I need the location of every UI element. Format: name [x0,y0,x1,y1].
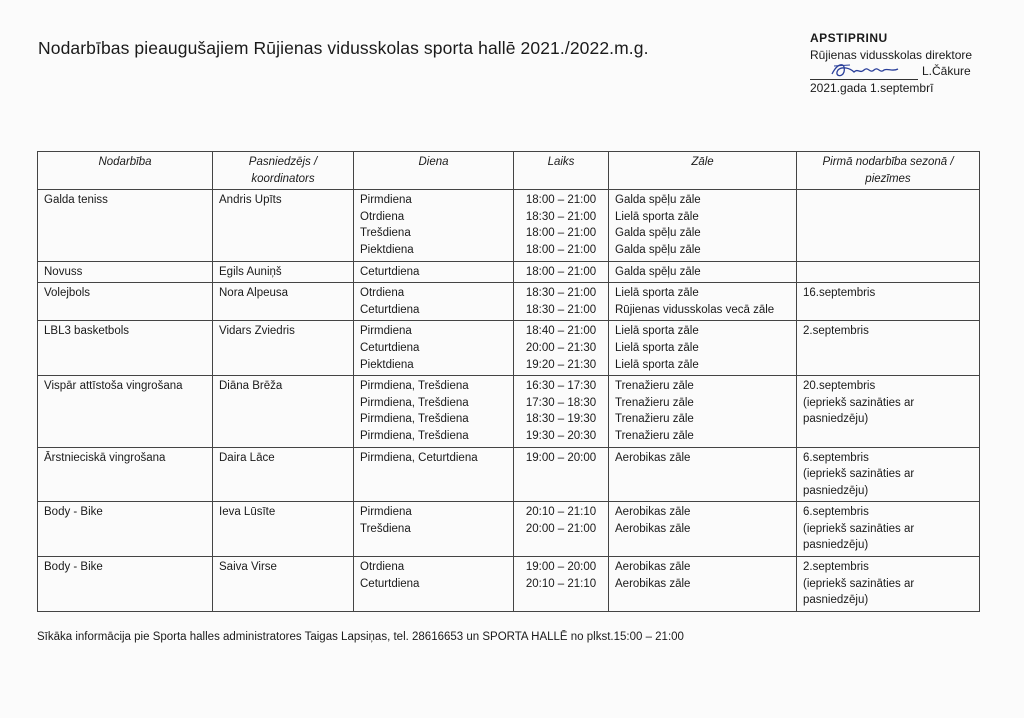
cell-hall [609,283,797,321]
cell-day-line: Ceturtdiena [360,265,420,278]
cell-hall-line: Trenažieru zāle [615,396,694,409]
cell-hall-line: Galda spēļu zāle [615,227,701,240]
cell-notes-line: 2.septembris [803,325,869,338]
cell-time [514,261,609,283]
cell-time-line: 18:40 – 21:00 [525,325,597,338]
cell-instructor: Vidars Zviedris [213,321,354,376]
cell-time-line: 19:20 – 21:30 [525,358,597,371]
cell-instructor: Nora Alpeusa [213,283,354,321]
cell-hall [609,447,797,502]
cell-day-line: Pirmdiena, Trešdiena [360,413,469,426]
cell-notes [797,502,980,557]
cell-hall-line: Trenažieru zāle [615,380,694,393]
cell-day [354,283,514,321]
cell-hall-line: Aerobikas zāle [615,506,691,519]
cell-hall-line: Trenažieru zāle [615,413,694,426]
cell-notes-line: pasniedzēju) [803,413,869,426]
cell-instructor: Saiva Virse [213,557,354,612]
table-row [38,190,980,261]
cell-time-line: 18:00 – 21:00 [525,243,597,256]
cell-notes-line: (iepriekš sazināties ar [803,522,915,535]
cell-hall-line: Trenažieru zāle [615,429,694,442]
cell-day [354,321,514,376]
cell-day-line: Pirmdiena, Trešdiena [360,429,469,442]
cell-time-line: 20:10 – 21:10 [525,577,597,590]
cell-notes-line: 2.septembris [803,561,869,574]
cell-time-line: 17:30 – 18:30 [525,396,597,409]
cell-notes-line: pasniedzēju) [803,594,869,607]
table-row [38,557,980,612]
cell-notes-line: (iepriekš sazināties ar [803,468,915,481]
cell-hall [609,557,797,612]
cell-day-line: Pirmdiena, Trešdiena [360,396,469,409]
cell-activity: Novuss [38,261,213,283]
cell-instructor: Ieva Lūsīte [213,502,354,557]
cell-time [514,376,609,447]
header-time: Laiks [514,152,609,190]
cell-notes-line: 16.septembris [803,287,876,300]
cell-hall-line: Aerobikas zāle [615,451,691,464]
cell-hall-line: Galda spēļu zāle [615,243,701,256]
cell-hall-line: Lielā sporta zāle [615,325,699,338]
cell-activity: Body - Bike [38,502,213,557]
cell-notes-line: 6.septembris [803,451,869,464]
cell-hall [609,321,797,376]
cell-notes [797,376,980,447]
table-row [38,321,980,376]
approval-name: L.Čākure [922,64,971,78]
cell-day-line: Ceturtdiena [360,341,420,354]
header-first-session: Pirmā nodarbība sezonā / piezīmes [797,152,980,190]
cell-hall-line: Galda spēļu zāle [615,265,701,278]
table-row [38,376,980,447]
cell-time-line: 18:00 – 21:00 [525,227,597,240]
cell-notes [797,283,980,321]
cell-time-line: 18:30 – 21:00 [525,287,597,300]
signature [810,64,918,80]
table-row [38,261,980,283]
cell-notes [797,447,980,502]
cell-day-line: Pirmdiena, Ceturtdiena [360,451,478,464]
cell-activity: Ārstnieciskā vingrošana [38,447,213,502]
cell-hall [609,261,797,283]
cell-time [514,447,609,502]
cell-hall-line: Aerobikas zāle [615,561,691,574]
approval-position: Rūjienas vidusskolas direktore [810,47,973,62]
cell-day-line: Pirmdiena [360,325,412,338]
cell-activity: LBL3 basketbols [38,321,213,376]
table-header-row [38,152,980,190]
cell-notes-line: 6.septembris [803,506,869,519]
page-title: Nodarbības pieaugušajiem Rūjienas vidusskolas sporta hallē 2021./2022.m.g. [38,38,649,58]
cell-time-line: 18:00 – 21:00 [525,194,597,207]
cell-time-line: 18:00 – 21:00 [525,265,597,278]
cell-day [354,261,514,283]
cell-hall [609,502,797,557]
cell-time [514,502,609,557]
cell-day-line: Trešdiena [360,522,411,535]
cell-day [354,502,514,557]
header-activity: Nodarbība [38,152,213,190]
cell-instructor: Daira Lāce [213,447,354,502]
cell-time-line: 19:00 – 20:00 [525,561,597,574]
cell-time-line: 19:00 – 20:00 [525,451,597,464]
cell-day-line: Pirmdiena, Trešdiena [360,380,469,393]
cell-hall-line: Aerobikas zāle [615,522,691,535]
approval-heading: APSTIPRINU [810,31,888,45]
approval-date: 2021.gada 1.septembrī [810,80,934,95]
cell-day [354,557,514,612]
cell-day-line: Otrdiena [360,210,405,223]
cell-hall-line: Aerobikas zāle [615,577,691,590]
cell-hall-line: Rūjienas vidusskolas vecā zāle [615,303,775,316]
cell-day-line: Piektdiena [360,243,414,256]
cell-day-line: Piektdiena [360,358,414,371]
cell-hall [609,376,797,447]
cell-hall-line: Lielā sporta zāle [615,341,699,354]
header-day: Diena [354,152,514,190]
cell-day-line: Trešdiena [360,227,411,240]
cell-time-line: 20:10 – 21:10 [525,506,597,519]
cell-notes [797,321,980,376]
cell-instructor: Andris Upīts [213,190,354,261]
cell-instructor: Diāna Brēža [213,376,354,447]
cell-time [514,321,609,376]
table-row [38,283,980,321]
header-hall: Zāle [609,152,797,190]
cell-time-line: 16:30 – 17:30 [525,380,597,393]
cell-notes-line: pasniedzēju) [803,539,869,552]
cell-activity: Volejbols [38,283,213,321]
cell-hall-line: Galda spēļu zāle [615,194,701,207]
cell-notes [797,261,980,283]
schedule-table [37,151,980,612]
cell-day-line: Pirmdiena [360,506,412,519]
table-row [38,502,980,557]
cell-day-line: Otrdiena [360,561,405,574]
cell-day-line: Ceturtdiena [360,577,420,590]
cell-hall-line: Lielā sporta zāle [615,358,699,371]
header-instructor: Pasniedzējs / koordinators [213,152,354,190]
cell-day [354,447,514,502]
cell-time-line: 18:30 – 19:30 [525,413,597,426]
cell-notes-line: 20.septembris [803,380,876,393]
signature-line [810,63,972,80]
cell-time [514,283,609,321]
table-row [38,447,980,502]
cell-notes [797,557,980,612]
cell-activity: Vispār attīstoša vingrošana [38,376,213,447]
cell-notes-line: pasniedzēju) [803,484,869,497]
cell-hall-line: Lielā sporta zāle [615,287,699,300]
cell-notes [797,190,980,261]
cell-hall [609,190,797,261]
cell-time-line: 19:30 – 20:30 [525,429,597,442]
footer-note: Sīkāka informācija pie Sporta halles administratores Taigas Lapsiņas, tel. 28616653 un SPORTA HALLĒ no plkst.15:00 – 21:00 [37,631,684,643]
cell-activity: Galda teniss [38,190,213,261]
cell-time [514,557,609,612]
cell-time-line: 18:30 – 21:00 [525,210,597,223]
cell-activity: Body - Bike [38,557,213,612]
cell-day [354,376,514,447]
cell-day [354,190,514,261]
cell-day-line: Pirmdiena [360,194,412,207]
cell-time-line: 20:00 – 21:00 [525,522,597,535]
approval-block [810,30,972,96]
cell-notes-line: (iepriekš sazināties ar [803,577,915,590]
cell-day-line: Ceturtdiena [360,303,420,316]
cell-time [514,190,609,261]
cell-hall-line: Lielā sporta zāle [615,210,699,223]
cell-day-line: Otrdiena [360,287,405,300]
cell-instructor: Egils Auniņš [213,261,354,283]
cell-time-line: 18:30 – 21:00 [525,303,597,316]
cell-time-line: 20:00 – 21:30 [525,341,597,354]
cell-notes-line: (iepriekš sazināties ar [803,396,915,409]
